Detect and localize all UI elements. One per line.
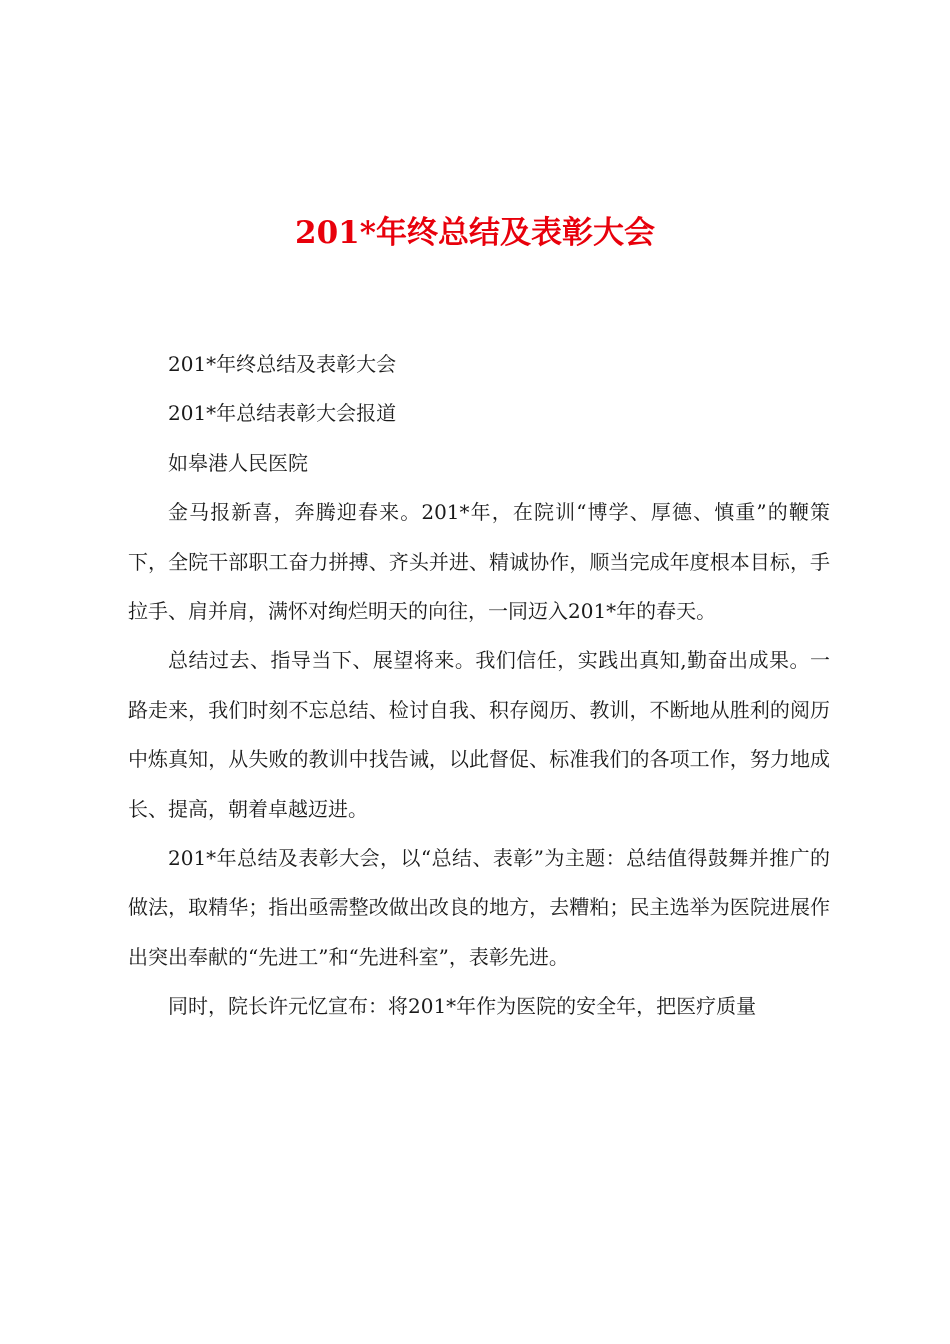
paragraph-organization: 如皋港人民医院 bbox=[168, 450, 308, 475]
document-body bbox=[128, 340, 830, 1032]
paragraph: 金马报新喜，奔腾迎春来。201*年，在院训“博学、厚德、慎重”的鞭策下，全院干部职工奋力拼搏、齐头并进、精诚协作，顺当完成年度根本目标，手拉手、肩并肩，满怀对绚烂明天的向往，一同迈入201*年的春天。 bbox=[128, 500, 830, 624]
document-title: 201*年终总结及表彰大会 bbox=[295, 215, 655, 251]
paragraph-subheading: 201*年总结表彰大会报道 bbox=[168, 401, 397, 426]
paragraph: 总结过去、指导当下、展望将来。我们信任，实践出真知,勤奋出成果。一路走来，我们时刻不忘总结、检讨自我、积存阅历、教训，不断地从胜利的阅历中炼真知，从失败的教训中找告诫，以此督促、标准我们的各项工作，努力地成长、提高，朝着卓越迈进。 bbox=[128, 648, 830, 821]
paragraph-heading: 201*年终总结及表彰大会 bbox=[168, 352, 397, 376]
paragraph: 同时，院长许元忆宣布：将201*年作为医院的安全年，把医疗质量 bbox=[168, 994, 757, 1019]
paragraph: 201*年总结及表彰大会，以“总结、表彰”为主题：总结值得鼓舞并推广的做法，取精华；指出亟需整改做出改良的地方，去糟粕；民主选举为医院进展作出突出奉献的“先进工”和“先进科室”，表彰先进。 bbox=[128, 846, 830, 969]
